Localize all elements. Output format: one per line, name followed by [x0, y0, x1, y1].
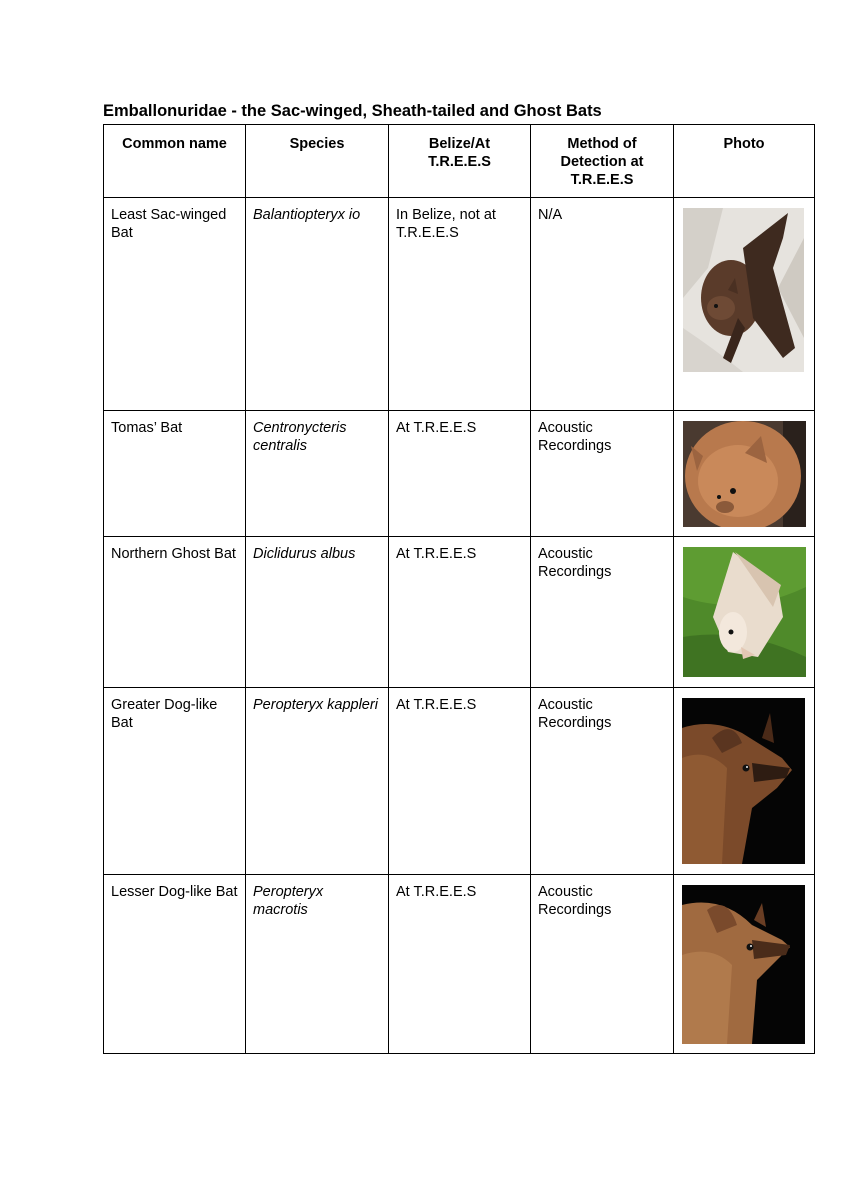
- cell-species: Diclidurus albus: [246, 537, 389, 688]
- header-belize: Belize/At T.R.E.E.S: [389, 125, 531, 198]
- header-method: Method of Detection at T.R.E.E.S: [531, 125, 674, 198]
- cell-photo: [674, 875, 815, 1054]
- table-row: [104, 875, 815, 1054]
- bat-photo-hanging-brown-icon: [683, 208, 804, 372]
- cell-method: Acoustic Recordings: [531, 875, 674, 1054]
- bat-photo-white-on-leaf-icon: [683, 547, 806, 677]
- bat-photo-profile-dark-icon: [682, 698, 805, 864]
- cell-common-name: Tomas’ Bat: [104, 411, 246, 537]
- cell-species: Peropteryx macrotis: [246, 875, 389, 1054]
- cell-species: Centronycteris centralis: [246, 411, 389, 537]
- cell-belize: In Belize, not at T.R.E.E.S: [389, 198, 531, 411]
- cell-method: Acoustic Recordings: [531, 411, 674, 537]
- cell-common-name: Greater Dog-like Bat: [104, 688, 246, 875]
- cell-photo: [674, 688, 815, 875]
- bat-photo-profile-dark-small-icon: [682, 885, 805, 1044]
- header-common-name: Common name: [104, 125, 246, 198]
- cell-belize: At T.R.E.E.S: [389, 411, 531, 537]
- cell-common-name: Least Sac-winged Bat: [104, 198, 246, 411]
- cell-common-name: Lesser Dog-like Bat: [104, 875, 246, 1054]
- table-row: [104, 688, 815, 875]
- cell-species: Balantiopteryx io: [246, 198, 389, 411]
- cell-belize: At T.R.E.E.S: [389, 537, 531, 688]
- header-photo: Photo: [674, 125, 815, 198]
- table-row: [104, 537, 815, 688]
- cell-method: Acoustic Recordings: [531, 688, 674, 875]
- document-title: Emballonuridae - the Sac-winged, Sheath-tailed and Ghost Bats: [103, 102, 602, 120]
- cell-belize: At T.R.E.E.S: [389, 688, 531, 875]
- cell-belize: At T.R.E.E.S: [389, 875, 531, 1054]
- species-table: [103, 124, 815, 1054]
- cell-method: Acoustic Recordings: [531, 537, 674, 688]
- header-species: Species: [246, 125, 389, 198]
- table-row: [104, 411, 815, 537]
- cell-common-name: Northern Ghost Bat: [104, 537, 246, 688]
- table-row: [104, 198, 815, 411]
- cell-method: N/A: [531, 198, 674, 411]
- cell-photo: [674, 411, 815, 537]
- table-header-row: [104, 125, 815, 198]
- cell-species: Peropteryx kappleri: [246, 688, 389, 875]
- cell-photo: [674, 198, 815, 411]
- bat-photo-furry-orange-icon: [683, 421, 806, 527]
- cell-photo: [674, 537, 815, 688]
